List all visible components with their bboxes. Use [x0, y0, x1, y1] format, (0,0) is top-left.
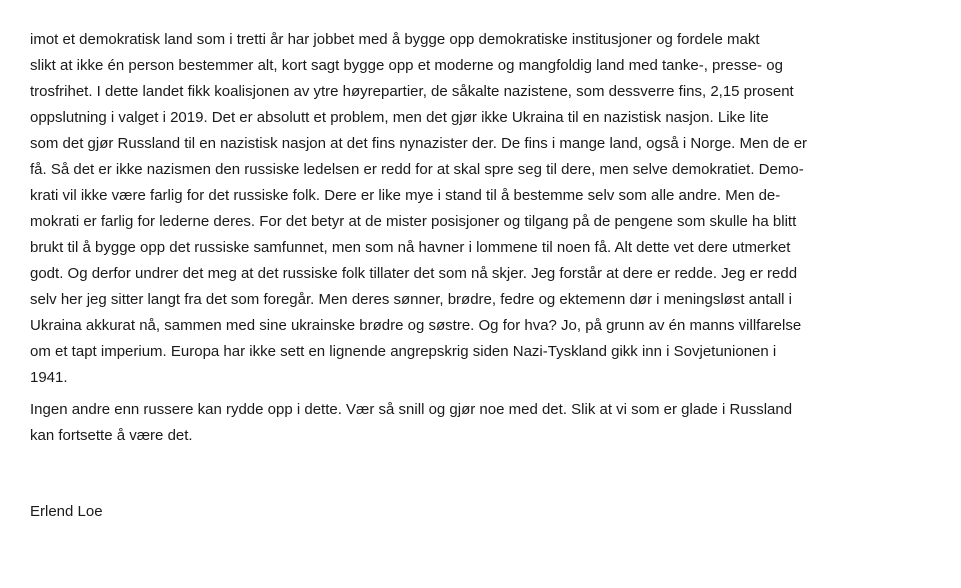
text-line: Ingen andre enn russere kan rydde opp i dette. Vær så snill og gjør noe med det. Slik at vi som er glade i Russland	[30, 401, 793, 418]
paragraph-1	[30, 27, 950, 391]
text-line: krati vil ikke være farlig for det russiske folk. Dere er like mye i stand til å bestemme selv som alle andre. Men de-	[30, 187, 781, 204]
text-line: imot et demokratisk land som i tretti år har jobbet med å bygge opp demokratiske institusjoner og fordele makt	[30, 31, 760, 48]
text-line: godt. Og derfor undrer det meg at det russiske folk tillater det som nå skjer. Jeg forstår at dere er redde. Jeg er redd	[30, 265, 798, 282]
text-line: mokrati er farlig for lederne deres. For det betyr at de mister posisjoner og tilgang på de pengene som skulle ha blitt	[30, 213, 797, 230]
document-body	[30, 27, 950, 525]
text-line: 1941.	[30, 369, 68, 386]
text-line: Ukraina akkurat nå, sammen med sine ukrainske brødre og søstre. Og for hva? Jo, på grunn av én manns villfarelse	[30, 317, 802, 334]
text-line: brukt til å bygge opp det russiske samfunnet, men som nå havner i lommene til noen få. Alt dette vet dere utmerket	[30, 239, 791, 256]
text-line: slikt at ikke én person bestemmer alt, kort sagt bygge opp et moderne og mangfoldig land med tanke-, presse- og	[30, 57, 783, 74]
text-line: selv her jeg sitter langt fra det som foregår. Men deres sønner, brødre, fedre og ektemenn dør i meningsløst antall i	[30, 291, 793, 308]
signature: Erlend Loe	[30, 503, 103, 520]
text-line: om et tapt imperium. Europa har ikke sett en lignende angrepskrig siden Nazi-Tyskland gikk inn i Sovjetunionen i	[30, 343, 777, 360]
text-line: få. Så det er ikke nazismen den russiske ledelsen er redd for at skal spre seg til dere, men selve demokratiet. Demo-	[30, 161, 804, 178]
text-line: oppslutning i valget i 2019. Det er absolutt et problem, men det gjør ikke Ukraina til en nazistisk nasjon. Like lite	[30, 109, 769, 126]
text-line: kan fortsette å være det.	[30, 427, 193, 444]
text-line: trosfrihet. I dette landet fikk koalisjonen av ytre høyrepartier, de såkalte nazistene, som dessverre fins, 2,15 prosent	[30, 83, 794, 100]
paragraph-2	[30, 397, 950, 449]
text-line: som det gjør Russland til en nazistisk nasjon at det fins nynazister der. De fins i mange land, også i Norge. Men de er	[30, 135, 808, 152]
